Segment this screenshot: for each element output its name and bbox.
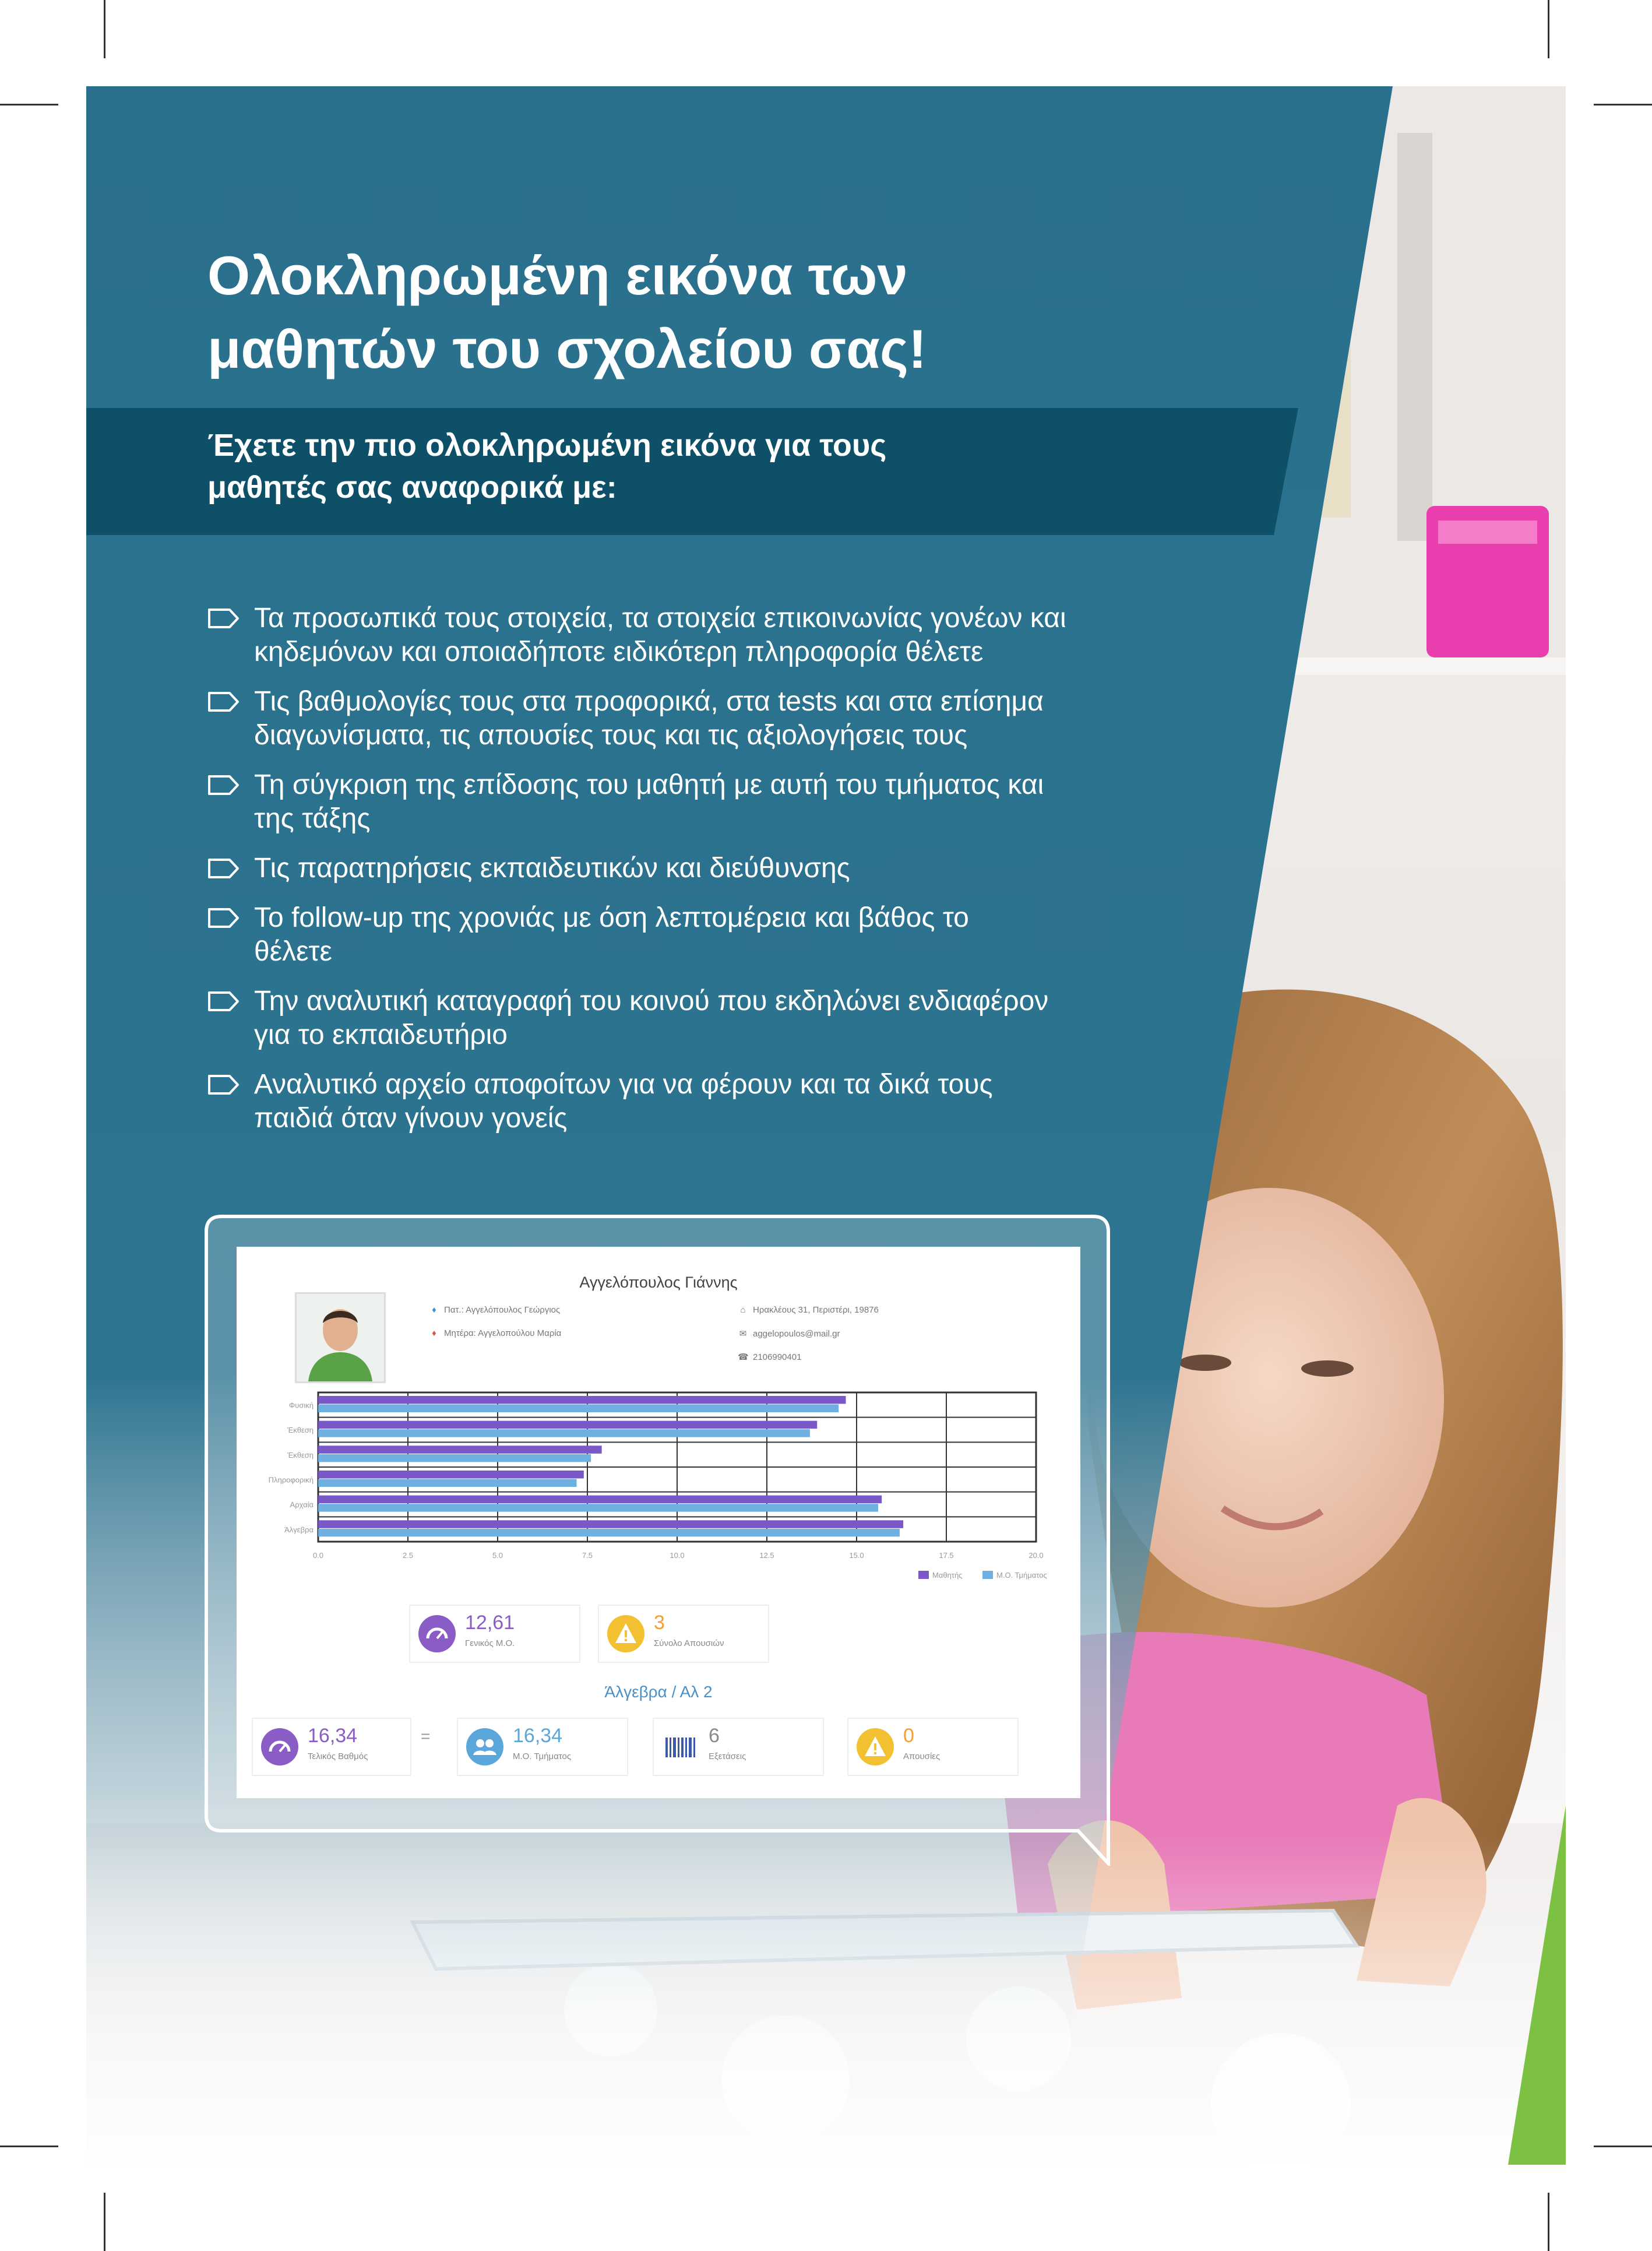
- feature-item: [207, 984, 1116, 1052]
- feature-line: της τάξης: [254, 803, 371, 834]
- class-average-value: 16,34: [513, 1725, 563, 1747]
- app-preview-panel: [204, 1214, 1111, 1866]
- feature-item: [207, 768, 1116, 836]
- category-label: Φυσική: [288, 1401, 314, 1410]
- grades-bar-chart: [237, 1247, 1080, 1798]
- feature-line: παιδιά όταν γίνουν γονείς: [254, 1103, 568, 1134]
- feature-line: θέλετε: [254, 936, 332, 967]
- page-headline: [207, 239, 1140, 386]
- x-tick-label: 15.0: [849, 1551, 864, 1560]
- bar-class-average: [318, 1504, 878, 1512]
- email: aggelopoulos@mail.gr: [753, 1329, 840, 1339]
- envelope-icon: ✉: [739, 1329, 747, 1339]
- feature-line: κηδεμόνων και οποιαδήποτε ειδικότερη πληροφορία θέλετε: [254, 636, 984, 667]
- crop-mark: [0, 2146, 58, 2147]
- mother-info: ♦ Μητέρα: Αγγελοπούλου Μαρία: [432, 1328, 562, 1338]
- tag-bullet-icon: [207, 691, 240, 713]
- warning-icon: [857, 1728, 894, 1765]
- class-average-stat: [457, 1718, 628, 1776]
- bar-student: [318, 1471, 584, 1479]
- father-name: Πατ.: Αγγελόπουλος Γεώργιος: [444, 1305, 561, 1315]
- tag-bullet-icon: [207, 907, 240, 929]
- exams-label: Εξετάσεις: [709, 1751, 746, 1761]
- page-content: [86, 86, 1566, 2165]
- x-tick-label: 7.5: [582, 1551, 593, 1560]
- crop-mark: [1594, 104, 1652, 105]
- feature-line: Τις παρατηρήσεις εκπαιδευτικών και διεύθυνσης: [254, 853, 850, 884]
- final-grade-value: 16,34: [308, 1725, 358, 1747]
- feature-item: [207, 1068, 1116, 1135]
- exams-value: 6: [709, 1725, 720, 1747]
- phone: 2106990401: [753, 1352, 802, 1362]
- x-tick-label: 17.5: [939, 1551, 954, 1560]
- feature-line: διαγωνίσματα, τις απουσίες τους και τις αξιολογήσεις τους: [254, 720, 968, 751]
- x-tick-label: 12.5: [759, 1551, 774, 1560]
- mother-name: Μητέρα: Αγγελοπούλου Μαρία: [444, 1328, 562, 1338]
- bar-student: [318, 1445, 602, 1454]
- absences-total-label: Σύνολο Απουσιών: [654, 1638, 724, 1648]
- feature-line: Το follow-up της χρονιάς με όση λεπτομέρεια και βάθος το: [254, 902, 969, 933]
- x-tick-label: 0.0: [312, 1551, 324, 1560]
- bar-class-average: [318, 1479, 577, 1487]
- general-average-label: Γενικός Μ.Ο.: [465, 1638, 515, 1648]
- bar-class-average: [318, 1454, 591, 1462]
- tag-bullet-icon: [207, 774, 240, 796]
- absences-total-value: 3: [654, 1612, 665, 1634]
- absences-stat: [847, 1718, 1019, 1776]
- x-tick-label: 10.0: [670, 1551, 685, 1560]
- equals-sign: =: [421, 1727, 431, 1745]
- legend-swatch: [918, 1571, 929, 1579]
- student-name: Αγγελόπουλος Γιάννης: [579, 1274, 738, 1291]
- feature-item: [207, 685, 1116, 752]
- crop-mark: [0, 104, 58, 105]
- brochure-page: [86, 86, 1566, 2165]
- absences-value: 0: [903, 1725, 914, 1747]
- tag-bullet-icon: [207, 990, 240, 1012]
- feature-item: [207, 602, 1116, 669]
- home-icon: ⌂: [740, 1305, 746, 1315]
- category-label: Αρχαία: [290, 1500, 314, 1510]
- gauge-icon: [261, 1728, 298, 1765]
- intro-line: μαθητές σας αναφορικά με:: [207, 470, 617, 505]
- group-icon: [466, 1728, 503, 1765]
- crop-mark: [1548, 2193, 1549, 2251]
- tag-bullet-icon: [207, 607, 240, 629]
- category-label: Πληροφορική: [268, 1475, 314, 1485]
- crop-mark: [104, 0, 105, 58]
- legend-label: Μ.Ο. Τμήματος: [996, 1571, 1047, 1580]
- tag-bullet-icon: [207, 857, 240, 880]
- feature-line: Τα προσωπικά τους στοιχεία, τα στοιχεία επικοινωνίας γονέων και: [254, 603, 1066, 634]
- final-grade-label: Τελικός Βαθμός: [308, 1751, 368, 1761]
- bar-student: [318, 1520, 903, 1528]
- bar-class-average: [318, 1429, 810, 1437]
- intro-line: Έχετε την πιο ολοκληρωμένη εικόνα για τους: [207, 428, 887, 463]
- feature-line: Την αναλυτική καταγραφή του κοινού που εκδηλώνει ενδιαφέρον: [254, 986, 1049, 1017]
- general-average-stat: [409, 1605, 580, 1663]
- absences-label: Απουσίες: [903, 1751, 941, 1761]
- student-profile-screen: [237, 1247, 1080, 1798]
- bar-class-average: [318, 1404, 839, 1412]
- general-average-value: 12,61: [465, 1612, 515, 1634]
- feature-line: Τις βαθμολογίες τους στα προφορικά, στα tests και στα επίσημα: [254, 686, 1044, 717]
- crop-mark: [1594, 2146, 1652, 2147]
- subject-title: Άλγεβρα / Αλ 2: [604, 1683, 713, 1701]
- bar-student: [318, 1496, 882, 1504]
- crop-mark: [104, 2193, 105, 2251]
- x-tick-label: 20.0: [1028, 1551, 1044, 1560]
- father-info: ♦ Πατ.: Αγγελόπουλος Γεώργιος: [432, 1305, 561, 1315]
- feature-item: [207, 901, 1116, 969]
- warning-icon: [607, 1615, 644, 1652]
- class-average-label: Μ.Ο. Τμήματος: [513, 1751, 572, 1761]
- final-grade-stat: [252, 1718, 411, 1776]
- headline-line: Ολοκληρωμένη εικόνα των: [207, 245, 908, 306]
- feature-line: για το εκπαιδευτήριο: [254, 1019, 508, 1050]
- tag-bullet-icon: [207, 1074, 240, 1096]
- crop-mark: [1548, 0, 1549, 58]
- legend-label: Μαθητής: [932, 1571, 963, 1580]
- intro-text: [207, 424, 1082, 508]
- exams-stat: [653, 1718, 824, 1776]
- gauge-icon: [418, 1615, 456, 1652]
- phone-icon: ☎: [738, 1352, 749, 1362]
- legend-swatch: [982, 1571, 993, 1579]
- category-label: Άλγεβρα: [284, 1525, 314, 1534]
- feature-item: [207, 852, 1116, 885]
- headline-line: μαθητών του σχολείου σας!: [207, 318, 927, 379]
- feature-line: Τη σύγκριση της επίδοσης του μαθητή με αυτή του τμήματος και: [254, 769, 1044, 800]
- category-label: Έκθεση: [287, 1450, 314, 1459]
- bar-student: [318, 1396, 846, 1404]
- barcode-icon: [662, 1728, 699, 1765]
- x-tick-label: 2.5: [402, 1551, 414, 1560]
- x-tick-label: 5.0: [492, 1551, 503, 1560]
- category-label: Έκθεση: [287, 1426, 314, 1435]
- address: Ηρακλέους 31, Περιστέρι, 19876: [753, 1305, 879, 1315]
- feature-list: [207, 602, 1116, 1151]
- bar-student: [318, 1421, 817, 1429]
- feature-line: Αναλυτικό αρχείο αποφοίτων για να φέρουν και τα δικά τους: [254, 1069, 993, 1100]
- absences-total-stat: [598, 1605, 769, 1663]
- bar-class-average: [318, 1529, 900, 1537]
